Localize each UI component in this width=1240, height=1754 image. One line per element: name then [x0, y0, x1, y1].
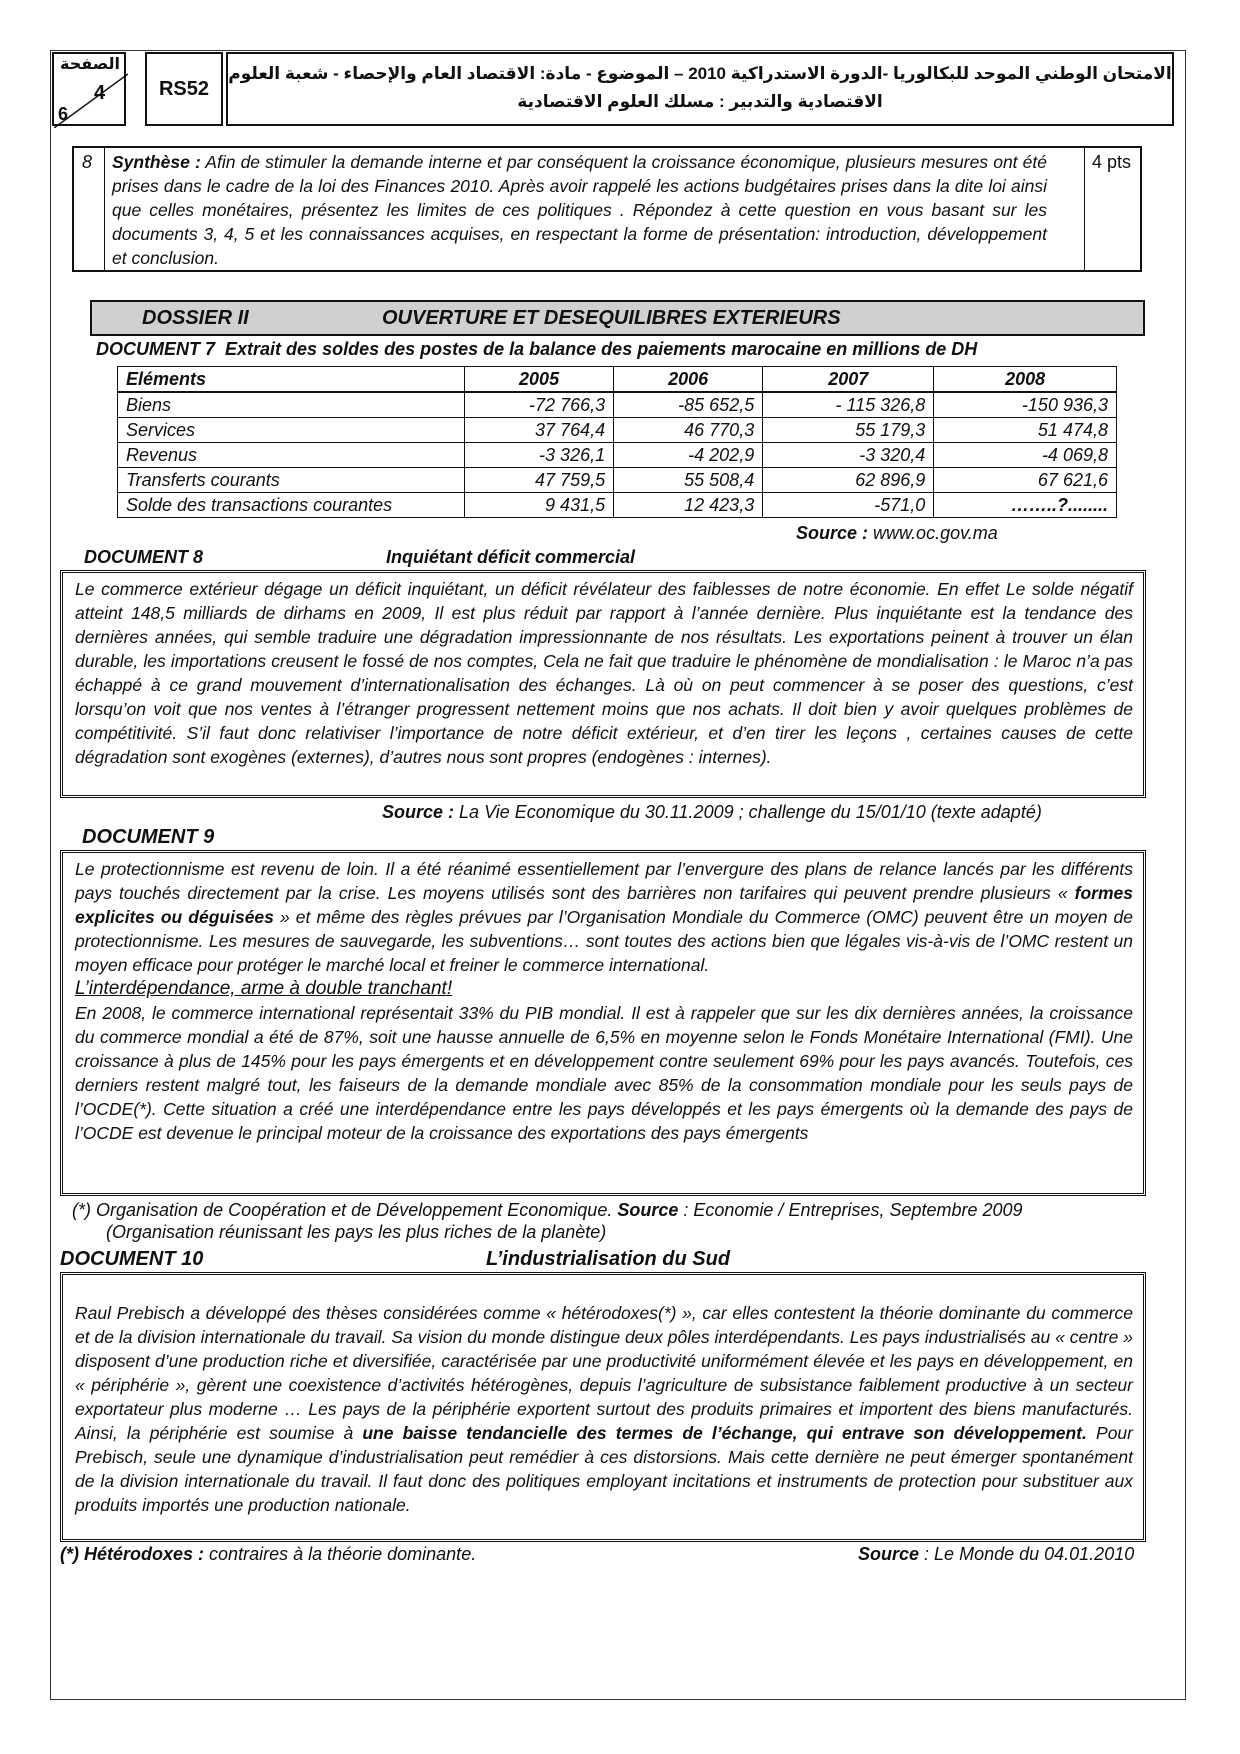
doc9-label: DOCUMENT 9 [82, 826, 215, 848]
table-cell: 37 764,4 [465, 418, 614, 443]
source-label: Source : [382, 802, 455, 822]
footnote-text: (*) Organisation de Coopération et de Développement Economique. [72, 1200, 613, 1220]
table-cell: -85 652,5 [614, 392, 763, 418]
doc10-text-b: Pour Prebisch, seule une dynamique d’industrialisation peut remédier à ces distorsions. Mais cette dernière ne peut émerger spontanément de la division internationale du travail. Il faut donc des politiques employant incitations et instruments de protection pour substituer aux produits importés une production nationale. [75, 1423, 1133, 1515]
doc9-text-b: » et même des règles prévues par l’Organisation Mondiale du Commerce (OMC) peuvent être un moyen de protectionnisme. Les mesures de sauvegarde, les subventions… sont toutes des actions bien que légales vis-à-vis de l’OMC restent un moyen efficace pour protéger le marché local et freiner le commerce international. [75, 907, 1133, 975]
table-cell: -3 320,4 [763, 443, 934, 468]
doc10-title: L’industrialisation du Sud [486, 1248, 731, 1270]
source-label: Source : [796, 523, 869, 543]
row-label: Transferts courants [118, 468, 465, 493]
question-number: 8 [82, 152, 93, 172]
source-text: www.oc.gov.ma [873, 523, 998, 543]
table-cell: 67 621,6 [934, 468, 1117, 493]
doc10-text-a: Raul Prebisch a développé des thèses considérées comme « hétérodoxes(*) », car elles contestent la théorie dominante du commerce et de la division internationale du travail. Sa vision du monde distingue deux pôles interdépendants. Les pays industrialisés au « centre » disposent d’une production riche et diversifiée, caractérisée par une productivité uniformément élevée et les pays en développement, en « périphérie », gèrent une coexistence d’activités hétérogènes, depuis l’agriculture de subsistance faiblement productive à un secteur exportateur plus moderne … Les pays de la périphérie exportent surtout des produits primaires et importent des biens manufacturés. Ainsi, la périphérie est soumise à [75, 1303, 1133, 1443]
doc7-title: Extrait des soldes des postes de la balance des paiements marocaine en millions de DH [225, 339, 978, 359]
divider [1084, 148, 1085, 270]
dossier-banner [90, 300, 1145, 336]
question-body: Afin de stimuler la demande interne et par conséquent la croissance économique, plusieurs mesures ont été prises dans le cadre de la loi des Finances 2010. Après avoir rappelé les actions budgétaires prises dans la dite loi ainsi que celles monétaires, présentez les limites de ces politiques . Répondez à cette question en vous basant sur les documents 3, 4, 5 et les connaissances acquises, en respectant la forme de présentation: introduction, développement et conclusion. [112, 152, 1048, 268]
divider [104, 148, 105, 270]
doc10-label: DOCUMENT 10 [60, 1248, 204, 1270]
table-row [118, 493, 1117, 518]
table-cell: -3 326,1 [465, 443, 614, 468]
table-cell: 12 423,3 [614, 493, 763, 518]
table-cell: 55 508,4 [614, 468, 763, 493]
doc8-title: Inquiétant déficit commercial [386, 547, 636, 567]
table-cell: 51 474,8 [934, 418, 1117, 443]
doc9-text-a: Le protectionnisme est revenu de loin. Il a été réanimé essentiellement par l’envergure des plans de relance lancés par les différents pays touchés directement par la crise. Les moyens utilisés sont des barrières non tarifaires qui peuvent prendre plusieurs « [75, 859, 1133, 903]
doc8-box [60, 570, 1146, 798]
table-row [118, 443, 1117, 468]
doc7-source [796, 523, 998, 544]
table-cell: 9 431,5 [465, 493, 614, 518]
doc9-text [75, 857, 1133, 1145]
exam-code: RS52 [145, 52, 223, 126]
col-header: 2006 [614, 367, 763, 393]
col-header: 2005 [465, 367, 614, 393]
question-points: 4 pts [1092, 152, 1132, 172]
source-text: La Vie Economique du 30.11.2009 ; challenge du 15/01/10 (texte adapté) [459, 802, 1042, 822]
doc7-heading [96, 339, 977, 360]
table-cell: -571,0 [763, 493, 934, 518]
page-number-box [52, 52, 126, 126]
row-label: Revenus [118, 443, 465, 468]
col-header: 2007 [763, 367, 934, 393]
dossier-number: DOSSIER II [142, 307, 249, 329]
doc9-text-bold: formes explicites ou déguisées [75, 883, 1133, 927]
table-cell: 46 770,3 [614, 418, 763, 443]
table-cell: 55 179,3 [763, 418, 934, 443]
source-label: Source [617, 1200, 679, 1220]
doc8-text: Le commerce extérieur dégage un déficit inquiétant, un déficit révélateur des faiblesses de notre économie. En effet Le solde négatif atteint 148,5 milliards de dirhams en 2009, Il est plus réduit par rapport à l’année dernière. Plus inquiétante est la tendance des dernières années, qui semble traduire une dégradation impressionnante de nos résultats. Les exportations peinent à trouver un élan durable, les importations creusent le fossé de nos comptes, Cela ne fait que traduire le phénomène de mondialisation : le Maroc n’a pas échappé à ce grand mouvement d’internationalisation des échanges. Là où on peut commencer à se poser des questions, c’est lorsqu’on voit que nos ventes à l’étranger progressent nettement moins que nos achats. Il doit bien y avoir quelques problèmes de compétitivité. S’il faut donc relativiser l’importance de notre déficit extérieur, et d’en tirer les leçons , certaines causes de cette dégradation sont exogènes (externes), d’autres nous sont propres (endogènes : internes). [75, 579, 1133, 767]
table-cell: -4 202,9 [614, 443, 763, 468]
row-label: Services [118, 418, 465, 443]
exam-title [226, 52, 1174, 126]
doc9-paragraph [75, 857, 1133, 977]
source-text: : Economie / Entreprises, Septembre 2009 [683, 1200, 1023, 1220]
table-cell: 62 896,9 [763, 468, 934, 493]
table-cell: -4 069,8 [934, 443, 1117, 468]
table-cell: -72 766,3 [465, 392, 614, 418]
table-header-row [118, 367, 1117, 393]
dossier-title: OUVERTURE ET DESEQUILIBRES EXTERIEURS [382, 307, 841, 329]
balance-table [117, 366, 1117, 518]
doc9-subtitle: L’interdépendance, arme à double tranchant! [75, 978, 453, 999]
row-label: Solde des transactions courantes [118, 493, 465, 518]
doc10-box [60, 1272, 1146, 1542]
exam-title-line2: الاقتصادية والتدبير : مسلك العلوم الاقتصادية [517, 92, 883, 111]
doc10-footnote [60, 1544, 476, 1565]
col-header: Eléments [118, 367, 465, 393]
question-label: Synthèse : [112, 152, 201, 172]
row-label: Biens [118, 392, 465, 418]
table-cell: ……..?........ [934, 493, 1117, 518]
question-table [72, 146, 1142, 272]
table-row [118, 418, 1117, 443]
doc9-text-c: En 2008, le commerce international représentait 33% du PIB mondial. Il est à rappeler que sur les dix dernières années, la croissance du commerce mondial a été de 87%, soit une hausse annuelle de 6,5% en moyenne selon le Fonds Monétaire International (FMI). Une croissance à plus de 145% pour les pays émergents et en développement contre seulement 69% pour les pays avancés. Toutefois, ces derniers restent malgré tout, les faiseurs de la demande mondiale avec 85% de la consommation mondiale pour les seuls pays de l’OCDE(*). Cette situation a créé une interdépendance entre les pays développés et les pays émergents où la demande des pays de l’OCDE est devenue le principal moteur de la croissance des exportations des pays émergents [75, 1003, 1133, 1143]
doc7-label: DOCUMENT 7 [96, 339, 216, 359]
table-cell: -150 936,3 [934, 392, 1117, 418]
table-cell: - 115 326,8 [763, 392, 934, 418]
doc10-source [858, 1544, 1134, 1565]
doc9-box [60, 850, 1146, 1196]
exam-title-line1: الامتحان الوطني الموحد للبكالوريا -الدورة الاستدراكية 2010 – الموضوع - مادة: الاقتصاد العام والإحصاء - شعبة العلوم [228, 64, 1172, 83]
source-label: Source [858, 1544, 920, 1564]
page-total: 6 [58, 104, 69, 124]
col-header: 2008 [934, 367, 1117, 393]
table-row [118, 392, 1117, 418]
table-cell: 47 759,5 [465, 468, 614, 493]
doc10-text-bold: une baisse tendancielle des termes de l’échange, qui entrave son développement. [362, 1423, 1087, 1443]
source-text: : Le Monde du 04.01.2010 [924, 1544, 1135, 1564]
doc9-footnote [72, 1200, 1023, 1221]
doc8-label: DOCUMENT 8 [84, 547, 204, 567]
table-row [118, 468, 1117, 493]
footnote-text: contraires à la théorie dominante. [209, 1544, 477, 1564]
doc10-text [75, 1301, 1133, 1517]
doc9-footnote2: (Organisation réunissant les pays les plus riches de la planète) [106, 1222, 607, 1242]
doc8-source [382, 802, 1042, 823]
footnote-label: (*) Hétérodoxes : [60, 1544, 205, 1564]
question-text [112, 150, 1047, 270]
page-current: 4 [94, 82, 106, 104]
page-label: الصفحة [59, 56, 120, 73]
